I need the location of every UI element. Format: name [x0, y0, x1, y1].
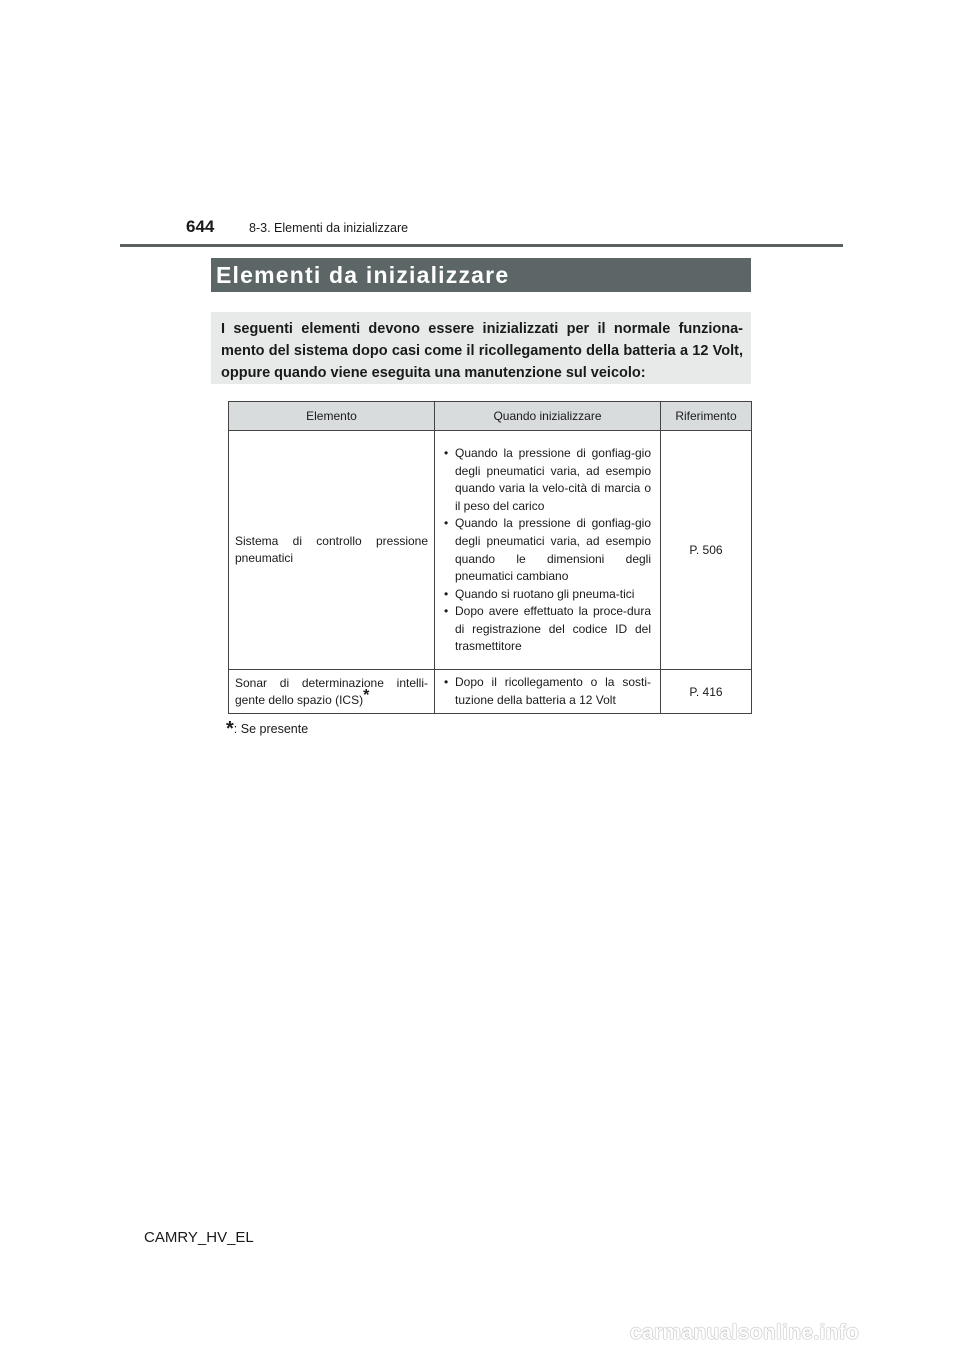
reference-link[interactable]: P. 416 [689, 684, 723, 699]
bullet-icon: • [444, 516, 449, 531]
list-item [444, 445, 651, 515]
section-label: 8-3. Elementi da inizializzare [249, 221, 409, 235]
reference-cell [661, 431, 752, 670]
initialization-table [228, 401, 752, 714]
intro-box [211, 312, 751, 384]
conditions-cell [435, 431, 661, 670]
table-header-row [229, 402, 752, 431]
condition-text: Quando la pressione di gonfiag-gio degli pneumatici varia, ad esempio quando varia la velo-cità di marcia o il peso del carico [455, 445, 651, 513]
document-code: CAMRY_HV_EL [144, 1229, 254, 1246]
table-row [229, 670, 752, 714]
asterisk-marker: * [363, 686, 370, 704]
column-header-element: Elemento [229, 402, 435, 431]
page-title: Elementi da inizializzare [216, 261, 510, 288]
element-cell [229, 431, 435, 670]
reference-cell [661, 670, 752, 714]
condition-text: Dopo avere effettuato la proce-dura di registrazione del codice ID del trasmettitore [455, 604, 651, 654]
header-divider [120, 244, 843, 247]
condition-text: Quando si ruotano gli pneuma-tici [455, 586, 635, 601]
list-item [444, 674, 651, 709]
bullet-icon: • [444, 604, 449, 619]
element-name: Sistema di controllo pressione pneumatici [235, 534, 428, 565]
element-cell [229, 670, 435, 714]
watermark: carmanualsonline.info [630, 1321, 860, 1344]
list-item [444, 586, 651, 604]
footnote-text: : Se presente [233, 722, 309, 736]
bullet-icon: • [444, 675, 449, 690]
bullet-icon: • [444, 445, 449, 460]
condition-text: Dopo il ricollegamento o la sosti-tuzione della batteria a 12 Volt [455, 675, 651, 707]
list-item [444, 515, 651, 585]
conditions-list [435, 442, 660, 658]
list-item [444, 603, 651, 656]
element-name: Sonar di determinazione intelli-gente dello spazio (ICS) [235, 675, 428, 707]
footnote-marker: * [226, 718, 234, 740]
column-header-when: Quando inizializzare [435, 402, 661, 431]
conditions-list [435, 671, 660, 711]
page-number: 644 [186, 217, 215, 236]
title-bar [211, 258, 751, 292]
footnote [226, 718, 308, 741]
conditions-cell [435, 670, 661, 714]
condition-text: Quando la pressione di gonfiag-gio degli pneumatici varia, ad esempio quando le dimensioni degli pneumatici cambiano [455, 516, 651, 584]
reference-link[interactable]: P. 506 [689, 543, 723, 557]
column-header-reference: Riferimento [661, 402, 752, 431]
intro-text: I seguenti elementi devono essere inizializzati per il normale funziona-mento del sistema dopo casi come il ricollegamento della batteria a 12 Volt, oppure quando viene eseguita una manutenzione sul veicolo: [221, 321, 743, 381]
bullet-icon: • [444, 586, 449, 601]
table-row [229, 431, 752, 670]
